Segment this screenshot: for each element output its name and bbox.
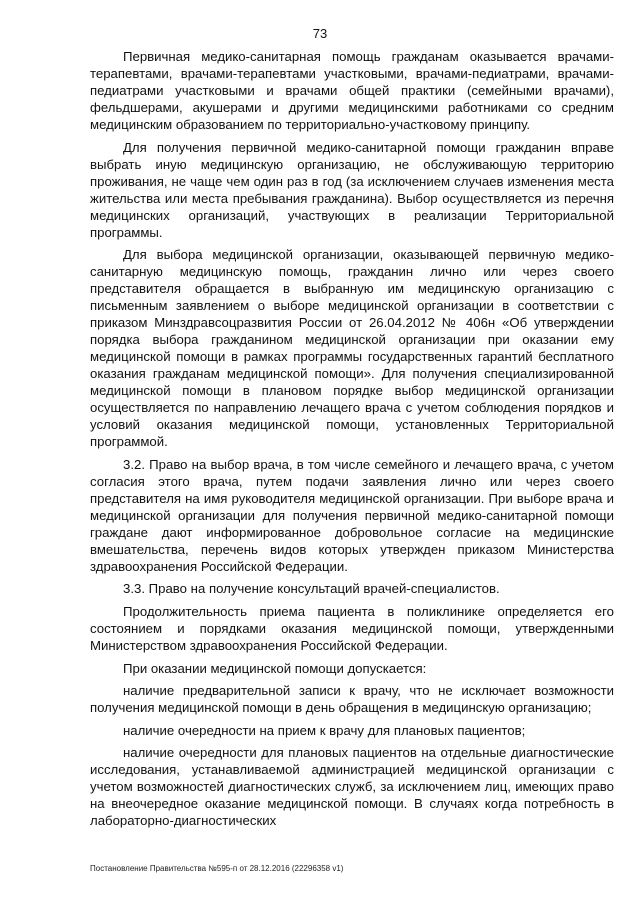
paragraph-permitted-intro: При оказании медицинской помощи допускается: [123, 660, 427, 676]
paragraph-appointment-duration: Продолжительность приема пациента в поликлинике определяется его состоянием и порядками оказания медицинской помощи, утвержденными Министерством здравоохранения Российской Федерации. [90, 603, 614, 653]
document-footer: Постановление Правительства №595-п от 28.12.2016 (22296358 v1) [90, 864, 344, 873]
paragraph-queue-for-diagnostics: наличие очередности для плановых пациентов на отдельные диагностические исследования, устанавливаемой администрацией медицинской организации с учетом возможностей диагностических служб, за исключением лиц, имеющих право на внеочередное оказание медицинской помощи. В случаях когда потребность в лабораторно-диагностических [90, 745, 614, 829]
paragraph-right-to-consultation: 3.3. Право на получение консультаций врачей-специалистов. [123, 581, 500, 597]
paragraph-primary-care-providers: Первичная медико-санитарная помощь гражданам оказывается врачами-терапевтами, врачами-терапевтами участковыми, врачами-педиатрами, врачами-педиатрами участковыми и врачами общей практики (семейными врачами), фельдшерами, акушерами и другими медицинскими работниками со средним медицинским образованием по территориально-участковому принципу. [90, 49, 614, 132]
page-number: 73 [312, 26, 328, 41]
paragraph-selection-procedure: Для выбора медицинской организации, оказывающей первичную медико-санитарную медицинскую помощь, гражданин лично или через своего представителя обращается в выбранную им медицинскую организацию с письменным заявлением о выборе медицинской организации в соответствии с приказом Минздравсоцразвития России от 26.04.2012 № 406н «Об утверждении порядка выбора гражданином медицинской организации при оказании ему медицинской помощи в рамках программы государственных гарантий бесплатного оказания гражданам медицинской помощи». Для получения специализированной медицинской помощи в плановом порядке выбор медицинской организации осуществляется по направлению лечащего врача с учетом соблюдения порядков и условий оказания медицинской помощи, установленных Территориальной программой. [90, 247, 614, 450]
paragraph-preliminary-booking: наличие предварительной записи к врачу, что не исключает возможности получения медицинской помощи в день обращения в медицинскую организацию; [90, 683, 614, 716]
paragraph-queue-for-doctor: наличие очередности на прием к врачу для плановых пациентов; [123, 722, 526, 738]
paragraph-choice-of-organization: Для получения первичной медико-санитарной помощи гражданин вправе выбрать иную медицинскую организацию, не обслуживающую территорию проживания, не чаще чем один раз в год (за исключением случаев изменения места жительства или места пребывания гражданина). Выбор осуществляется из перечня медицинских организаций, участвующих в реализации Территориальной программы. [90, 139, 614, 240]
paragraph-right-to-choose-doctor: 3.2. Право на выбор врача, в том числе семейного и лечащего врача, с учетом согласия этого врача, путем подачи заявления лично или через своего представителя на имя руководителя медицинской организации. При выборе врача и медицинской организации для получения первичной медико-санитарной помощи граждане дают информированное добровольное согласие на медицинские вмешательства, перечень видов которых утвержден приказом Министерства здравоохранения Российской Федерации. [90, 456, 614, 574]
document-body [90, 48, 614, 835]
